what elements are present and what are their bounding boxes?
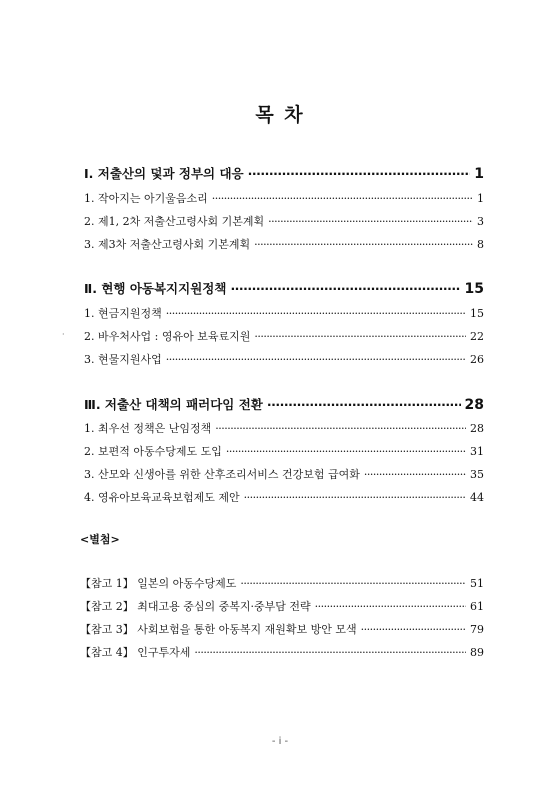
dot-leader: [254, 238, 473, 251]
toc-item[interactable]: [84, 466, 484, 482]
toc-item-label: 1. 작아지는 아기울음소리: [84, 192, 208, 205]
toc-page-number: 1: [477, 192, 484, 205]
toc-item[interactable]: [84, 489, 484, 505]
toc-section-1[interactable]: [84, 164, 484, 182]
toc-page-number: 51: [470, 577, 484, 590]
toc-page-number: 28: [464, 397, 484, 413]
toc-reference[interactable]: [80, 598, 484, 614]
toc-item-label: 2. 바우처사업 : 영유아 보육료지원: [84, 330, 251, 343]
toc-page-number: 8: [477, 238, 484, 251]
toc-section-3[interactable]: [84, 395, 484, 413]
dot-leader: [361, 623, 466, 636]
toc-item-label: 3. 제3차 저출산고령사회 기본계획: [84, 238, 251, 251]
dot-leader: [254, 330, 466, 343]
toc-section-2[interactable]: [84, 279, 484, 297]
dot-leader: [268, 215, 473, 228]
toc-section-heading: Ⅱ. 현행 아동복지지원정책: [84, 281, 227, 296]
toc-page-number: 22: [470, 330, 484, 343]
toc-reference-label: 【참고 3】 사회보험을 통한 아동복지 재원확보 방안 모색: [80, 623, 357, 636]
annex-heading: <별첨>: [80, 533, 120, 546]
toc-item-label: 1. 현금지원정책: [84, 307, 162, 320]
dot-leader: [267, 397, 461, 412]
toc-item[interactable]: [84, 328, 484, 344]
toc-item[interactable]: [84, 236, 484, 252]
dot-leader: [244, 491, 466, 504]
toc-item[interactable]: [84, 443, 484, 459]
toc-item-label: 1. 최우선 정책은 난임정책: [84, 422, 212, 435]
toc-page-number: 61: [470, 600, 484, 613]
margin-dot: ·: [62, 330, 65, 339]
toc-item-label: 2. 보편적 아동수당제도 도입: [84, 445, 222, 458]
dot-leader: [240, 577, 466, 590]
toc-item[interactable]: [84, 305, 484, 321]
toc-page-number: 31: [470, 445, 484, 458]
dot-leader: [248, 166, 471, 181]
dot-leader: [226, 445, 466, 458]
dot-leader: [230, 281, 460, 296]
dot-leader: [364, 468, 466, 481]
toc-reference-label: 【참고 1】 일본의 아동수당제도: [80, 577, 237, 590]
toc-page-number: 15: [470, 307, 484, 320]
toc-page-number: 1: [474, 166, 484, 182]
dot-leader: [212, 192, 473, 205]
toc-section-heading: Ⅲ. 저출산 대책의 패러다임 전환: [84, 397, 263, 412]
toc-item[interactable]: [84, 420, 484, 436]
dot-leader: [166, 353, 466, 366]
toc-page-number: 35: [470, 468, 484, 481]
toc-item-label: 4. 영유아보육교육보험제도 제안: [84, 491, 240, 504]
page-title: 목 차: [255, 104, 305, 126]
toc-reference-label: 【참고 4】 인구투자세: [80, 646, 191, 659]
toc-reference[interactable]: [80, 575, 484, 591]
page-footer: - i -: [271, 736, 289, 747]
toc-item[interactable]: [84, 190, 484, 206]
dot-leader: [215, 422, 466, 435]
toc-reference[interactable]: [80, 644, 484, 660]
toc-page-number: 79: [470, 623, 484, 636]
toc-page-number: 3: [477, 215, 484, 228]
toc-item[interactable]: [84, 351, 484, 367]
toc-item-label: 3. 현물지원사업: [84, 353, 162, 366]
toc-page-number: 28: [470, 422, 484, 435]
toc-page-number: 44: [470, 491, 484, 504]
toc-section-heading: Ⅰ. 저출산의 덫과 정부의 대응: [84, 166, 244, 181]
toc-page-number: 26: [470, 353, 484, 366]
dot-leader: [166, 307, 466, 320]
toc-item-label: 3. 산모와 신생아를 위한 산후조리서비스 건강보험 급여화: [84, 468, 360, 481]
toc-page-number: 89: [470, 646, 484, 659]
toc-reference-label: 【참고 2】 최대고용 중심의 중복지·중부담 전략: [80, 600, 311, 613]
toc-page-number: 15: [464, 281, 484, 297]
toc-item[interactable]: [84, 213, 484, 229]
toc-reference[interactable]: [80, 621, 484, 637]
dot-leader: [194, 646, 466, 659]
dot-leader: [315, 600, 466, 613]
toc-item-label: 2. 제1, 2차 저출산고령사회 기본계획: [84, 215, 265, 228]
